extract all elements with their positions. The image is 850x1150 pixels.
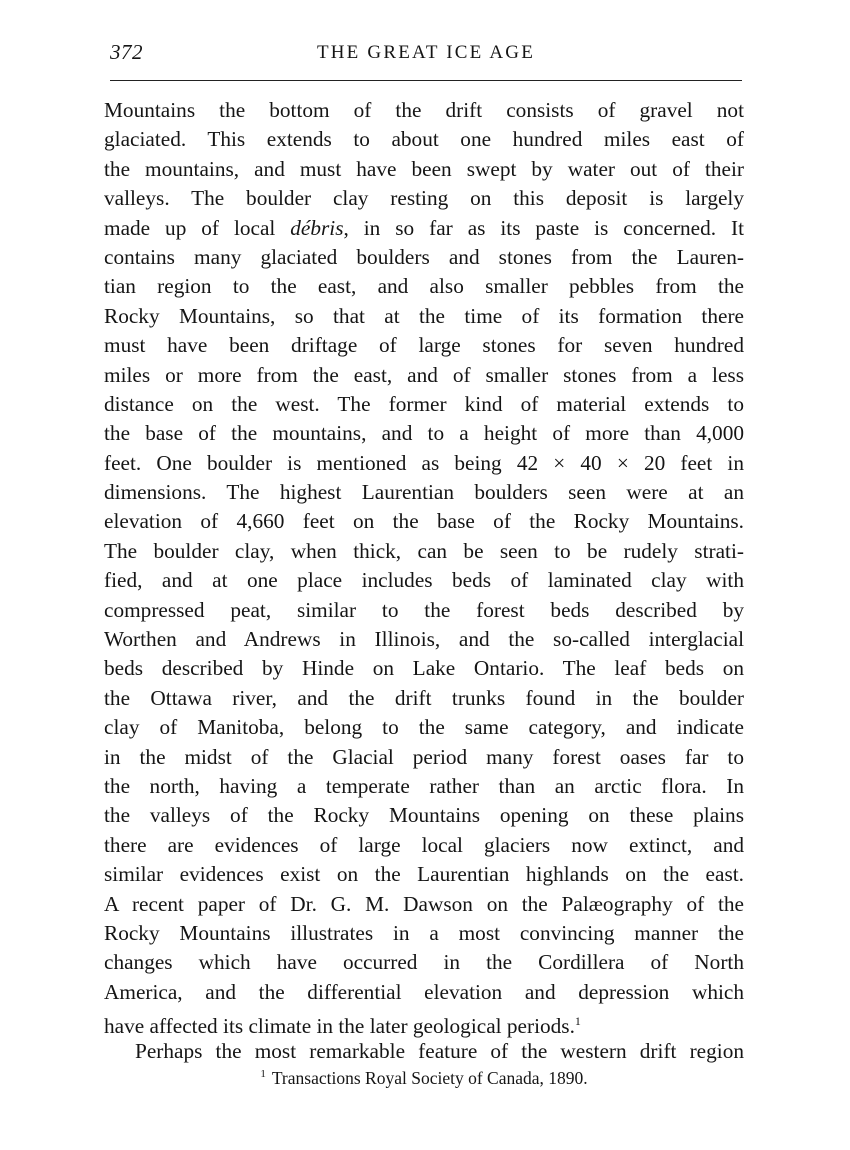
text-line: Rocky Mountains illustrates in a most convincing manner the bbox=[104, 920, 744, 945]
footnote-text: Transactions Royal Society of Canada, 1890. bbox=[271, 1068, 588, 1088]
text-line: made up of local débris, in so far as its paste is concerned. It bbox=[104, 215, 744, 240]
text-line bbox=[104, 1007, 744, 1039]
text-line: must have been driftage of large stones for seven hundred bbox=[104, 333, 744, 358]
italic-word: débris bbox=[290, 215, 344, 240]
text-line: compressed peat, similar to the forest beds described by bbox=[104, 597, 744, 622]
text-line: fied, and at one place includes beds of laminated clay with bbox=[104, 568, 744, 593]
paragraph-end-text: have affected its climate in the later geological periods. bbox=[104, 1014, 575, 1039]
text-line: Mountains the bottom of the drift consists of gravel not bbox=[104, 98, 744, 122]
page-number: 372 bbox=[110, 40, 143, 64]
text-line: Rocky Mountains, so that at the time of its formation there bbox=[104, 303, 744, 328]
text-line: changes which have occurred in the Cordillera of North bbox=[104, 950, 744, 975]
text-line: The boulder clay, when thick, can be seen to be rudely strati- bbox=[104, 538, 744, 563]
text-line: the north, having a temperate rather than an arctic flora. In bbox=[104, 773, 744, 798]
text-line: elevation of 4,660 feet on the base of the Rocky Mountains. bbox=[104, 509, 744, 534]
text-line: similar evidences exist on the Laurentian highlands on the east. bbox=[104, 862, 744, 887]
text-line: there are evidences of large local glaciers now extinct, and bbox=[104, 832, 744, 857]
text-line: A recent paper of Dr. G. M. Dawson on the Palæography of the bbox=[104, 891, 744, 916]
text-line: clay of Manitoba, belong to the same category, and indicate bbox=[104, 715, 744, 740]
text-line: dimensions. The highest Laurentian boulders seen were at an bbox=[104, 480, 744, 505]
text-line: the Ottawa river, and the drift trunks found in the boulder bbox=[104, 685, 744, 710]
footnote bbox=[104, 1068, 744, 1089]
text-line: feet. One boulder is mentioned as being 42 × 40 × 20 feet in bbox=[104, 450, 744, 475]
text-line-next-paragraph: Perhaps the most remarkable feature of the western drift region bbox=[135, 1038, 744, 1063]
text-line: beds described by Hinde on Lake Ontario. The leaf beds on bbox=[104, 656, 744, 681]
running-title: THE GREAT ICE AGE bbox=[316, 42, 536, 63]
text-line: tian region to the east, and also smaller pebbles from the bbox=[104, 274, 744, 299]
text-line: the valleys of the Rocky Mountains opening on these plains bbox=[104, 803, 744, 828]
body-text bbox=[104, 96, 744, 1066]
text-line: valleys. The boulder clay resting on this deposit is largely bbox=[104, 186, 744, 211]
footnote-reference: 1 bbox=[574, 1014, 581, 1029]
footnote-marker: 1 bbox=[260, 1068, 266, 1081]
text-line: Worthen and Andrews in Illinois, and the so-called interglacial bbox=[104, 627, 744, 652]
text-line: the mountains, and must have been swept by water out of their bbox=[104, 156, 744, 181]
text-line: miles or more from the east, and of smaller stones from a less bbox=[104, 362, 744, 387]
header-rule bbox=[110, 80, 742, 81]
text-line: in the midst of the Glacial period many forest oases far to bbox=[104, 744, 744, 769]
text-line: distance on the west. The former kind of material extends to bbox=[104, 391, 744, 416]
text-line: glaciated. This extends to about one hundred miles east of bbox=[104, 127, 744, 152]
page-header bbox=[110, 40, 742, 70]
text-line: contains many glaciated boulders and stones from the Lauren- bbox=[104, 244, 744, 269]
text-line: the base of the mountains, and to a height of more than 4,000 bbox=[104, 421, 744, 446]
text-line: America, and the differential elevation and depression which bbox=[104, 979, 744, 1004]
